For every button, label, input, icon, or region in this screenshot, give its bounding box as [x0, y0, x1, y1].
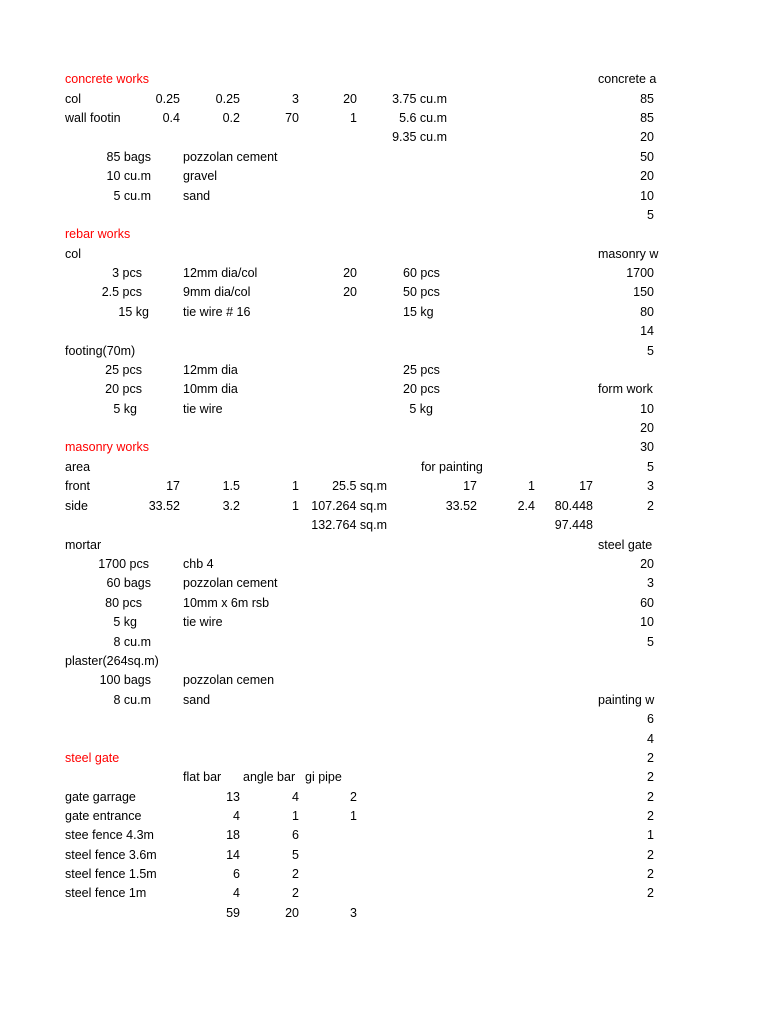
sheet-cell: 1 — [292, 478, 299, 493]
sheet-cell: 2.4 — [517, 498, 535, 513]
sheet-cell: plaster(264sq.m) — [65, 653, 159, 668]
sheet-cell: gate entrance — [65, 808, 142, 823]
sheet-cell: footing(70m) — [65, 343, 136, 358]
sheet-cell: 1 — [292, 498, 299, 513]
sheet-cell: 25 pcs — [105, 362, 142, 377]
sheet-cell: 20 pcs — [403, 381, 440, 396]
sheet-cell: 3.75 cu.m — [392, 91, 447, 106]
section-heading: masonry works — [65, 439, 150, 454]
sheet-cell: 1 — [292, 808, 299, 823]
sheet-cell: 6 — [233, 866, 240, 881]
sheet-cell: 1 — [350, 110, 357, 125]
sheet-cell: gate garrage — [65, 789, 136, 804]
sheet-cell: 4 — [233, 885, 240, 900]
sheet-cell: 80 pcs — [105, 595, 142, 610]
sheet-cell: area — [65, 459, 91, 474]
sheet-cell: masonry w — [598, 246, 659, 261]
sheet-cell: col — [65, 91, 81, 106]
sheet-cell: 2 — [647, 847, 654, 862]
sheet-cell: mortar — [65, 537, 102, 552]
sheet-cell: 85 — [640, 91, 654, 106]
sheet-cell: tie wire — [183, 614, 223, 629]
section-heading: steel gate — [65, 750, 120, 765]
sheet-cell: 20 — [285, 905, 299, 920]
sheet-cell: 18 — [226, 827, 240, 842]
sheet-cell: 0.25 — [215, 91, 240, 106]
sheet-cell: 2 — [647, 808, 654, 823]
sheet-cell: 2 — [647, 885, 654, 900]
sheet-cell: 3 pcs — [112, 265, 142, 280]
sheet-cell: 2 — [292, 866, 299, 881]
sheet-cell: 3 — [350, 905, 357, 920]
sheet-cell: 100 bags — [99, 672, 151, 687]
sheet-cell: 5 — [647, 343, 654, 358]
sheet-cell: 14 — [226, 847, 240, 862]
sheet-cell: 9mm dia/col — [183, 284, 251, 299]
sheet-cell: 85 — [640, 110, 654, 125]
sheet-cell: 2 — [647, 498, 654, 513]
sheet-cell: steel fence 1.5m — [65, 866, 157, 881]
sheet-cell: 0.4 — [162, 110, 180, 125]
sheet-cell: 5 kg — [409, 401, 433, 416]
sheet-cell: 60 pcs — [403, 265, 440, 280]
sheet-cell: 2.5 pcs — [101, 284, 142, 299]
sheet-cell: 5 — [647, 459, 654, 474]
sheet-cell: tie wire # 16 — [183, 304, 251, 319]
sheet-cell: pozzolan cement — [183, 149, 278, 164]
sheet-cell: 1700 — [626, 265, 654, 280]
sheet-cell: 5 kg — [113, 401, 137, 416]
sheet-cell: 4 — [292, 789, 299, 804]
sheet-cell: 2 — [350, 789, 357, 804]
sheet-cell: 5.6 cu.m — [399, 110, 447, 125]
sheet-cell: 33.52 — [148, 498, 180, 513]
sheet-cell: 3 — [647, 575, 654, 590]
sheet-cell: pozzolan cement — [183, 575, 278, 590]
sheet-cell: 80 — [640, 304, 654, 319]
sheet-cell: 20 — [640, 420, 654, 435]
sheet-cell: gi pipe — [305, 769, 342, 784]
sheet-cell: 20 — [343, 91, 357, 106]
sheet-cell: 8 cu.m — [113, 692, 151, 707]
sheet-cell: 5 — [292, 847, 299, 862]
sheet-cell: 1 — [647, 827, 654, 842]
sheet-cell: 2 — [647, 789, 654, 804]
sheet-cell: 9.35 cu.m — [392, 129, 447, 144]
sheet-cell: 25.5 sq.m — [332, 478, 387, 493]
sheet-cell: 1 — [528, 478, 535, 493]
sheet-cell: form work — [598, 381, 653, 396]
sheet-cell: wall footin — [65, 110, 121, 125]
sheet-cell: sand — [183, 188, 211, 203]
sheet-cell: 20 — [640, 129, 654, 144]
sheet-cell: 4 — [647, 731, 654, 746]
sheet-cell: 50 — [640, 149, 654, 164]
sheet-cell: 15 kg — [403, 304, 434, 319]
sheet-cell: 60 bags — [106, 575, 151, 590]
sheet-cell: stee fence 4.3m — [65, 827, 154, 842]
sheet-cell: 85 bags — [106, 149, 151, 164]
sheet-cell: 8 cu.m — [113, 634, 151, 649]
sheet-cell: 10 — [640, 614, 654, 629]
sheet-cell: gravel — [183, 168, 218, 183]
sheet-cell: 1.5 — [222, 478, 240, 493]
sheet-cell: 2 — [647, 866, 654, 881]
sheet-cell: front — [65, 478, 91, 493]
sheet-cell: 14 — [640, 323, 654, 338]
sheet-cell: pozzolan cemen — [183, 672, 275, 687]
sheet-cell: tie wire — [183, 401, 223, 416]
sheet-cell: 132.764 sq.m — [311, 517, 387, 532]
sheet-cell: 97.448 — [554, 517, 593, 532]
sheet-cell: 2 — [647, 750, 654, 765]
sheet-cell: concrete a — [598, 71, 657, 86]
sheet-cell: sand — [183, 692, 211, 707]
sheet-cell: 13 — [226, 789, 240, 804]
sheet-cell: 3.2 — [222, 498, 240, 513]
sheet-cell: 1 — [350, 808, 357, 823]
sheet-cell: steel gate — [598, 537, 653, 552]
sheet-cell: 20 — [640, 556, 654, 571]
section-heading: rebar works — [65, 226, 131, 241]
sheet-cell: 2 — [647, 769, 654, 784]
sheet-cell: 10mm x 6m rsb — [183, 595, 270, 610]
sheet-cell: 20 — [343, 284, 357, 299]
sheet-cell: 59 — [226, 905, 240, 920]
sheet-cell: 2 — [292, 885, 299, 900]
sheet-cell: 70 — [285, 110, 299, 125]
sheet-cell: 5 — [647, 634, 654, 649]
sheet-cell: 20 — [640, 168, 654, 183]
sheet-cell: 33.52 — [445, 498, 477, 513]
sheet-cell: 17 — [166, 478, 180, 493]
sheet-cell: painting w — [598, 692, 655, 707]
sheet-cell: 17 — [463, 478, 477, 493]
sheet-cell: steel fence 1m — [65, 885, 147, 900]
sheet-cell: 12mm dia — [183, 362, 238, 377]
sheet-cell: 3 — [647, 478, 654, 493]
sheet-cell: 5 kg — [113, 614, 137, 629]
sheet-cell: 20 — [343, 265, 357, 280]
sheet-cell: 60 — [640, 595, 654, 610]
sheet-cell: side — [65, 498, 88, 513]
sheet-cell: 10 — [640, 401, 654, 416]
sheet-cell: 150 — [633, 284, 654, 299]
sheet-cell: col — [65, 246, 81, 261]
sheet-cell: angle bar — [243, 769, 296, 784]
sheet-cell: 50 pcs — [403, 284, 440, 299]
sheet-cell: 80.448 — [554, 498, 593, 513]
sheet-cell: 1700 pcs — [98, 556, 149, 571]
sheet-cell: 0.25 — [155, 91, 180, 106]
sheet-cell: 6 — [292, 827, 299, 842]
section-heading: concrete works — [65, 71, 150, 86]
sheet-cell: flat bar — [183, 769, 222, 784]
sheet-cell: 10 cu.m — [106, 168, 151, 183]
sheet-cell: 5 — [647, 207, 654, 222]
sheet-cell: 20 pcs — [105, 381, 142, 396]
sheet-cell: 0.2 — [222, 110, 240, 125]
sheet-cell: 12mm dia/col — [183, 265, 258, 280]
sheet-cell: 15 kg — [118, 304, 149, 319]
sheet-cell: 107.264 sq.m — [311, 498, 387, 513]
sheet-cell: 4 — [233, 808, 240, 823]
sheet-cell: chb 4 — [183, 556, 214, 571]
sheet-cell: steel fence 3.6m — [65, 847, 157, 862]
sheet-cell: 10mm dia — [183, 381, 238, 396]
sheet-cell: 17 — [579, 478, 593, 493]
sheet-cell: 10 — [640, 188, 654, 203]
sheet-cell: 30 — [640, 439, 654, 454]
sheet-cell: 6 — [647, 711, 654, 726]
sheet-cell: 25 pcs — [403, 362, 440, 377]
sheet-cell: 3 — [292, 91, 299, 106]
sheet-cell: 5 cu.m — [113, 188, 151, 203]
sheet-cell: for painting — [421, 459, 483, 474]
